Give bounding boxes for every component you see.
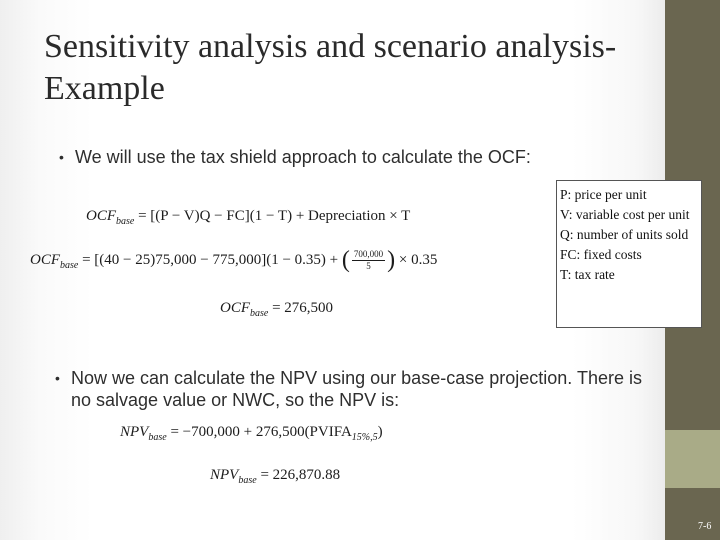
bullet-1-text: We will use the tax shield approach to calculate the OCF: — [75, 147, 531, 167]
slide-title: Sensitivity analysis and scenario analysis-Example — [44, 28, 617, 107]
ocf-formula: $OCF_{base} = [(P - V)Q - FC](1 - T)$ + Depreciation × T — [86, 208, 411, 227]
variable-legend-box — [556, 180, 702, 328]
npv-result: $NPV_{base} = 226,870.88$ — [210, 467, 341, 486]
legend-item: FC: fixed costs — [560, 247, 642, 262]
legend-item: Q: number of units sold — [560, 227, 689, 242]
ocf-result: $OCF_{base} = 276,500$ — [220, 300, 334, 319]
legend-item: T: tax rate — [560, 267, 615, 282]
depreciation-fraction: $\frac{700,000}{5}$ — [353, 249, 384, 271]
bullet-dot: • — [55, 370, 60, 386]
ocf-substituted: $OCF_{base} = [(40 - 25)75,000 - 775,000](1 - 0.35)$ + ( $\frac{700,000}{5}$ ) × 0.35 — [30, 247, 438, 273]
npv-formula: $NPV_{base} = -700,000$ + $276,500(PVIFA_{15\%,5})$ — [120, 424, 383, 443]
side-bar-accent — [665, 430, 720, 488]
legend-item: V: variable cost per unit — [560, 207, 690, 222]
bullet-2 — [55, 367, 651, 411]
bullet-dot: • — [59, 149, 64, 165]
bullet-1 — [59, 146, 655, 168]
bullet-2-text: Now we can calculate the NPV using our base-case projection. There is no salvage value or NWC, so the NPV is: — [71, 368, 642, 410]
slide-number: 7-6 — [698, 521, 712, 532]
legend-item: P: price per unit — [560, 187, 647, 202]
